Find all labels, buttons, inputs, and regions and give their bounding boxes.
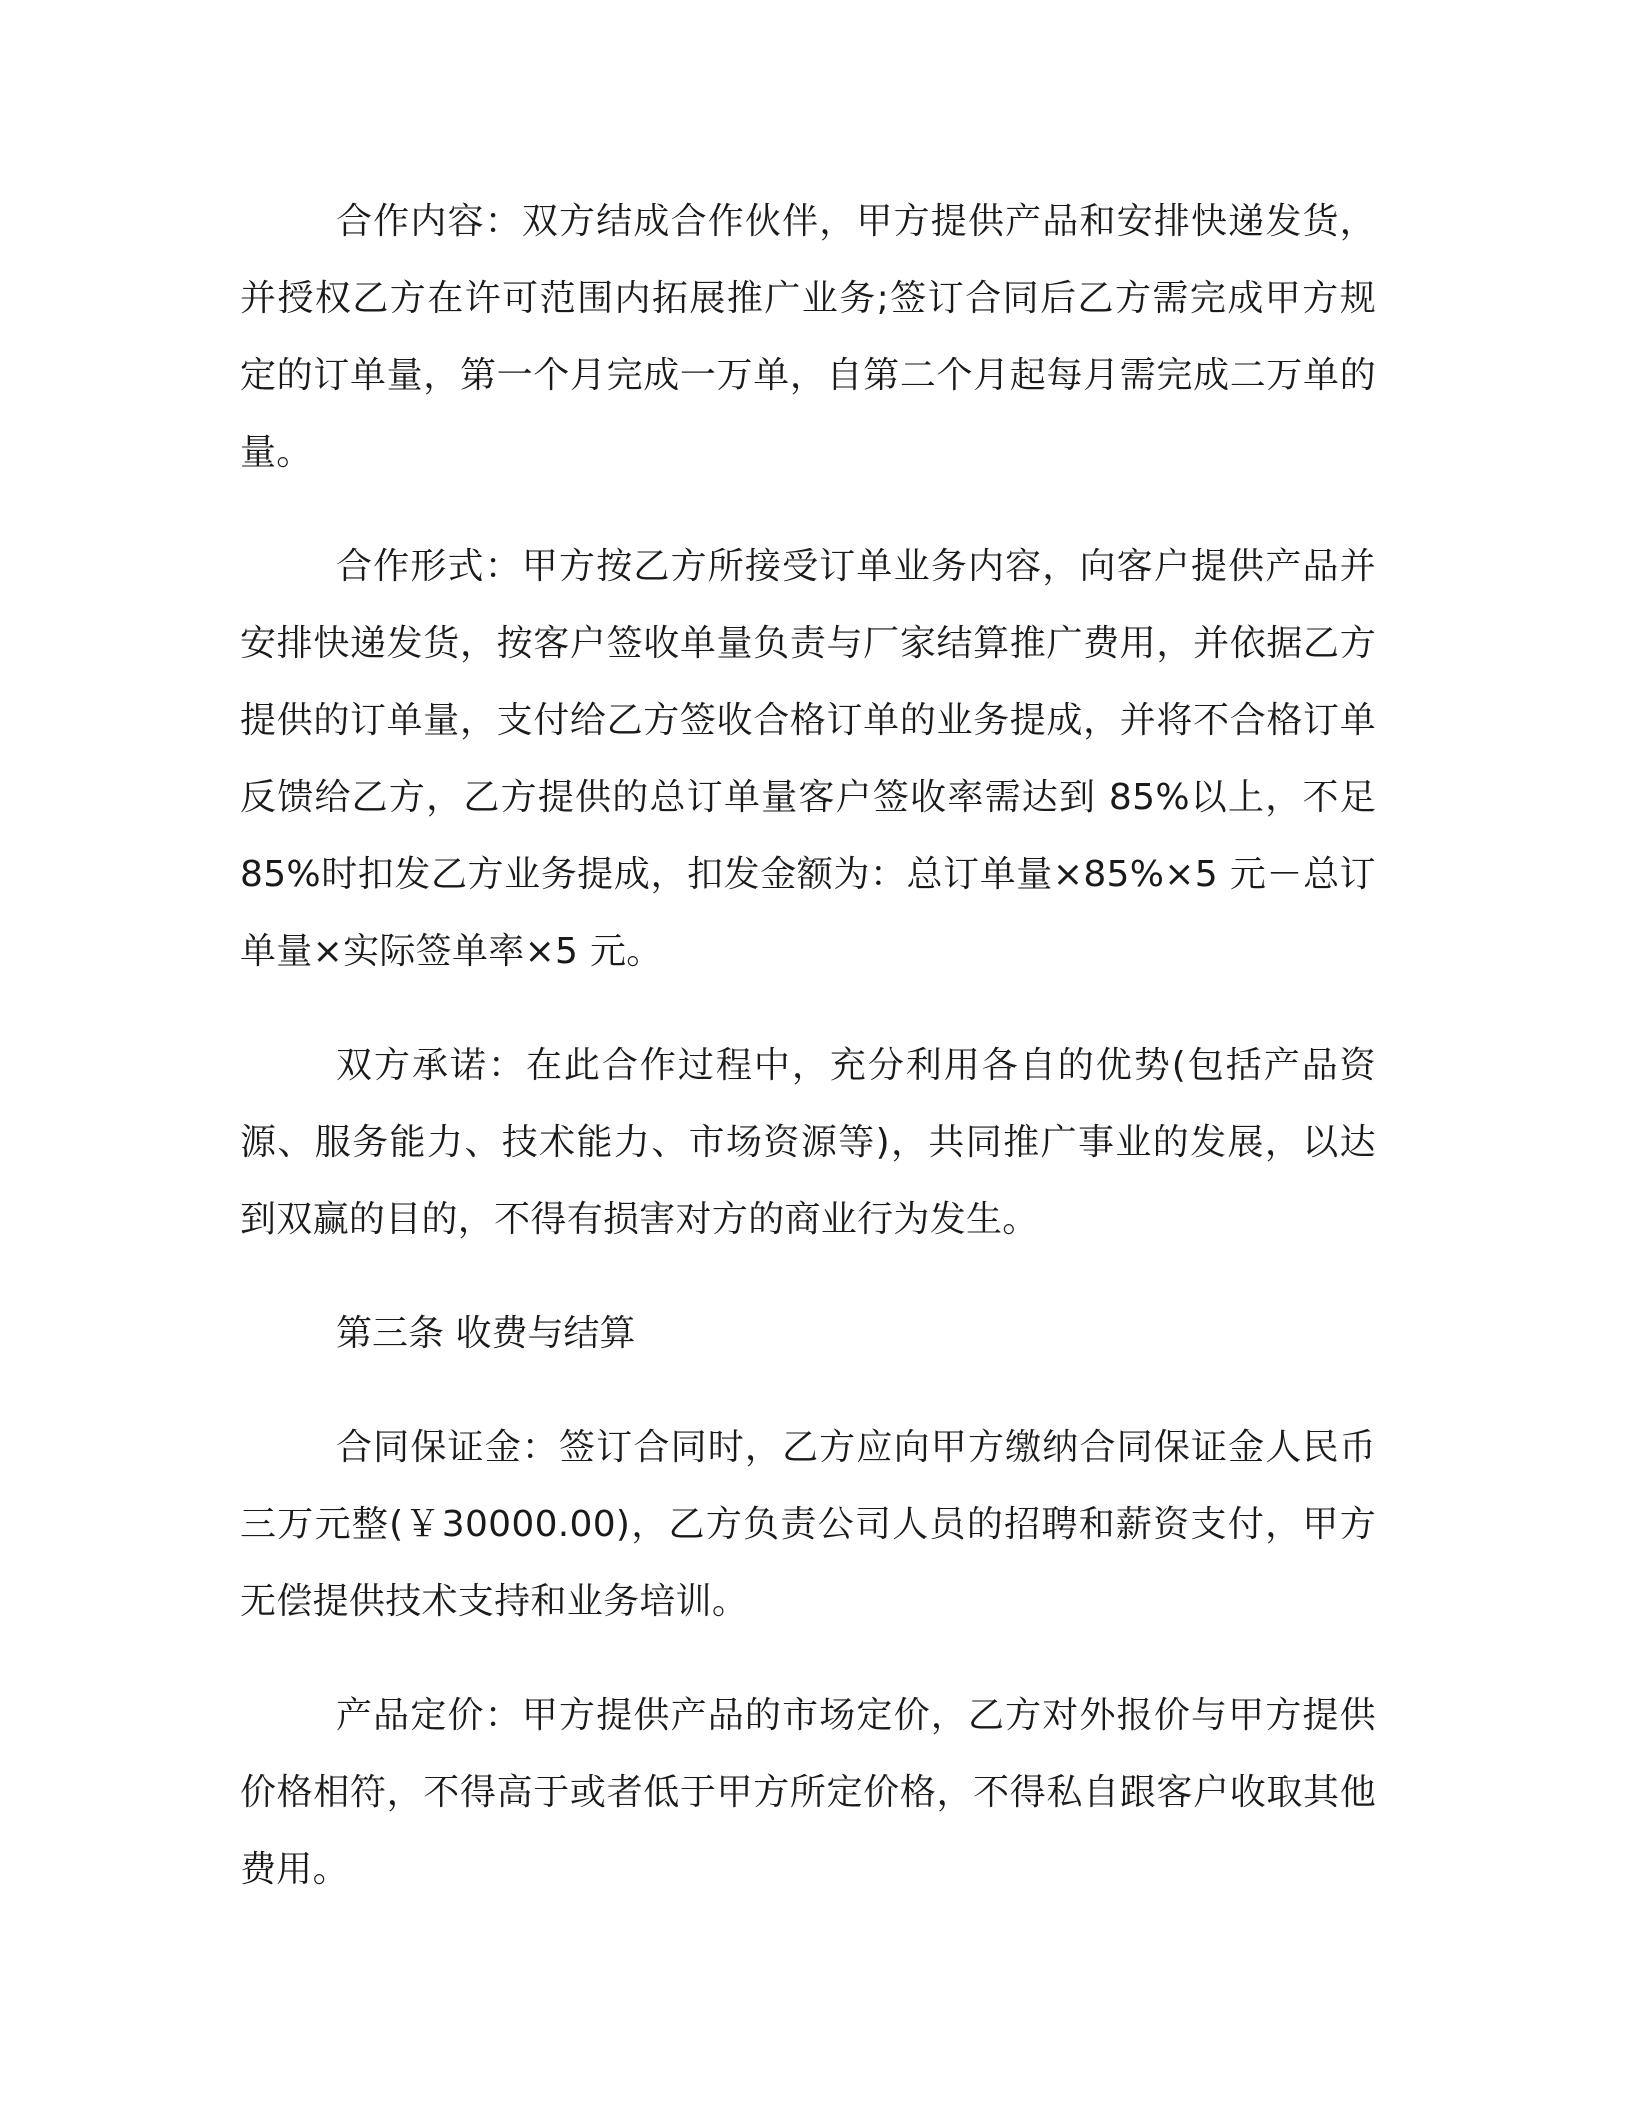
paragraph-label: 合作内容： [336,201,522,242]
paragraph-label: 双方承诺： [336,1045,526,1086]
section-heading: 第三条 收费与结算 [336,1313,636,1354]
paragraph-text: 双方结成合作伙伴，甲方提供产品和安排快递发货，并授权乙方在许可范围内拓展推广业务;签订合同后乙方需完成甲方规定的订单量，第一个月完成一万单，自第二个月起每月需完成二万单的量。 [240,201,1376,473]
paragraph-text: 签订合同时，乙方应向甲方缴纳合同保证金人民币三万元整(￥30000.00)，乙方负责公司人员的招聘和薪资支付，甲方无偿提供技术支持和业务培训。 [240,1427,1376,1622]
paragraph-cooperation-content [240,183,1376,491]
paragraph-mutual-commitment [240,1027,1376,1258]
paragraph-contract-deposit [240,1409,1376,1640]
paragraph-label: 合作形式： [336,546,522,587]
paragraph-text: 在此合作过程中，充分利用各自的优势(包括产品资源、服务能力、技术能力、市场资源等)，共同推广事业的发展，以达到双赢的目的，不得有损害对方的商业行为发生。 [240,1045,1376,1240]
paragraph-cooperation-form [240,528,1376,990]
document-page [240,183,1376,1945]
paragraph-product-pricing [240,1677,1376,1908]
paragraph-text: 甲方按乙方所接受订单业务内容，向客户提供产品并安排快递发货，按客户签收单量负责与厂家结算推广费用，并依据乙方提供的订单量，支付给乙方签收合格订单的业务提成，并将不合格订单反馈给乙方，乙方提供的总订单量客户签收率需达到 85%以上，不足 85%时扣发乙方业务提成，扣发金额为：总订单量×85%×5 元－总订单量×实际签单率×5 元。 [240,546,1376,972]
paragraph-text: 甲方提供产品的市场定价，乙方对外报价与甲方提供价格相符，不得高于或者低于甲方所定价格，不得私自跟客户收取其他费用。 [240,1695,1376,1890]
paragraph-label: 合同保证金： [336,1427,560,1468]
paragraph-label: 产品定价： [336,1695,522,1736]
